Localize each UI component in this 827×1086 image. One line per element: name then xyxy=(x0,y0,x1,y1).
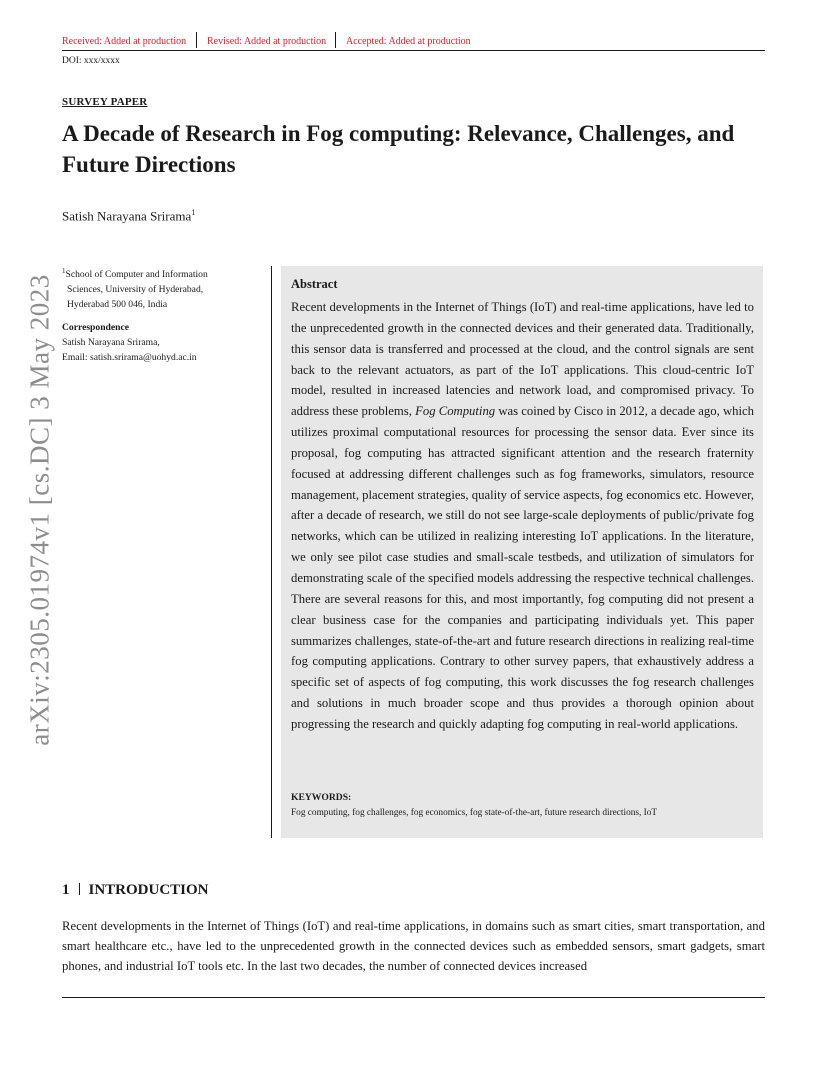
header-separator xyxy=(335,32,336,48)
abstract-emphasis: Fog Computing xyxy=(415,404,496,419)
revised-date: Revised: Added at production xyxy=(207,36,327,47)
affiliation-mark: 1 xyxy=(62,267,66,275)
correspondence-name: Satish Narayana Srirama, xyxy=(62,337,160,348)
author xyxy=(62,208,195,224)
affiliation xyxy=(62,264,262,312)
header-separator xyxy=(196,32,197,48)
doi: DOI: xxx/xxxx xyxy=(62,56,120,66)
intro-paragraph: Recent developments in the Internet of Things (IoT) and real-time applications, in domains such as smart cities, smart transportation, and smart healthcare etc., have led to the unprecedented growth in the connected devices such as embedded sensors, smart gadgets, smart phones, and industrial IoT tools etc. In the last two decades, the number of connected devices increased xyxy=(62,919,765,973)
affiliation-line: Sciences, University of Hyderabad, xyxy=(67,284,204,296)
header-rule xyxy=(62,50,765,51)
abstract-text-part: was coined by Cisco in 2012, a decade ago, which utilizes proximal computational resources for processing the sensor data. Ever since its proposal, fog computing has attracted significant attention and the research fraternity focused at addressing different challenges such as fog frameworks, simulators, resource management, placement strategies, quality of service aspects, fog economics etc. However, after a decade of research, we still do not see large-scale deployments of public/private fog networks, which can be utilized in realizing interesting IoT applications. In the literature, we only see pilot case studies and small-scale testbeds, and utilization of simulators for demonstrating scale of the specified models addressing the respective technical challenges. There are several reasons for this, and most importantly, fog computing did not present a clear business case for the companies and participating individuals yet. This paper summarizes challenges, state-of-the-art and future research directions in realizing real-time fog computing applications. Contrary to other survey papers, that exhaustively address a specific set of aspects of fog computing, this work discusses the fog research challenges and solutions in much broader scope and thus provides a thorough opinion about progressing the research and quickly adapting fog computing in real-world applications. xyxy=(291,404,754,731)
footer-rule xyxy=(62,997,765,998)
received-date: Received: Added at production xyxy=(62,36,187,47)
section-heading xyxy=(62,882,209,899)
accepted-date: Accepted: Added at production xyxy=(346,36,471,47)
section-title: INTRODUCTION xyxy=(88,882,209,898)
author-name: Satish Narayana Srirama xyxy=(62,208,192,224)
correspondence xyxy=(62,320,262,365)
keywords-list: Fog computing, fog challenges, fog economics, fog state-of-the-art, future research directions, IoT xyxy=(291,808,658,818)
correspondence-heading: Correspondence xyxy=(62,322,129,333)
abstract-heading: Abstract xyxy=(291,277,338,291)
arxiv-stamp: arXiv:2305.01974v1 [cs.DC] 3 May 2023 xyxy=(24,274,55,746)
correspondence-email: Email: satish.srirama@uohyd.ac.in xyxy=(62,352,197,363)
section-separator xyxy=(79,883,80,895)
abstract-divider xyxy=(271,266,272,838)
paper-title: A Decade of Research in Fog computing: Relevance, Challenges, and Future Directions xyxy=(62,121,735,177)
abstract-text-part: Recent developments in the Internet of Things (IoT) and real-time applications, have led to the unprecedented growth in the connected devices and their generated data. Traditionally, this sensor data is transferred and processed at the cloud, and the control signals are sent back to the relevant actuators, as part of the IoT applications. This cloud-centric IoT model, resulted in increased latencies and network load, and compromised privacy. To address these problems, xyxy=(291,300,754,419)
paper-type: SURVEY PAPER xyxy=(62,96,148,108)
author-affiliation-mark: 1 xyxy=(191,208,196,217)
section-number: 1 xyxy=(62,882,70,898)
abstract-text xyxy=(291,297,754,735)
affiliation-line: Hyderabad 500 046, India xyxy=(67,299,168,311)
affiliation-line: School of Computer and Information xyxy=(65,269,208,281)
keywords-heading: KEYWORDS: xyxy=(291,792,352,803)
